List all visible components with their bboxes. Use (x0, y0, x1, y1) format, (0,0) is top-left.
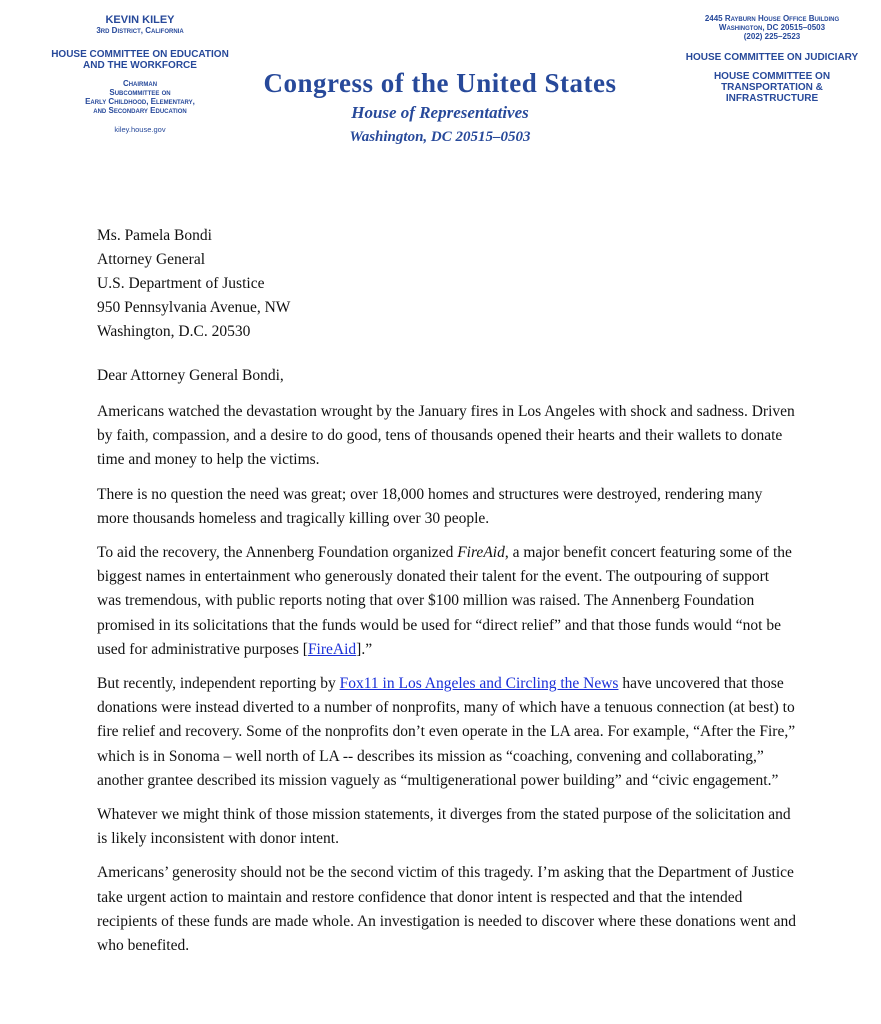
fireaid-italic: FireAid (457, 544, 505, 562)
committee-line: INFRASTRUCTURE (725, 93, 819, 104)
office-address-line: 2445 Rayburn House Office Building (704, 14, 840, 23)
committee-line: HOUSE COMMITTEE ON EDUCATION (51, 49, 229, 60)
committee-line: AND THE WORKFORCE (83, 60, 197, 71)
paragraph: Americans’ generosity should not be the second victim of this tragedy. I’m asking that the Department of Justice take urgent action to maintain and restore confidence that donor intent is respected and that the intended recipients of these funds are made whole. An investigation is needed to discover where these donations went and who benefited. (97, 864, 797, 955)
recipient-line: U.S. Department of Justice (97, 275, 265, 292)
role-line: Chairman (122, 79, 158, 88)
text: ].” (356, 640, 373, 658)
text: have uncovered that those donations were instead diverted to a number of nonprofits, many of which have a tenuous connection (at best) to fire relief and recovery. Some of the nonprofits don’t even operate in the LA area. For example, “After the Fire,” which is in Sonoma – well north of LA -- describes its mission as “coaching, convening and collaborating,” another grantee described its mission vaguely as “multigenerational power building” and “civic engagement.” (97, 675, 796, 789)
letterhead-center (250, 66, 630, 149)
fireaid-link[interactable]: FireAid (307, 640, 357, 658)
text: But recently, independent reporting by (97, 675, 340, 693)
member-name: KEVIN KILEY (105, 14, 175, 26)
website: kiley.house.gov (114, 125, 166, 134)
office-address-line: Washington, DC 20515–0503 (718, 23, 826, 32)
committee-line: HOUSE COMMITTEE ON (713, 71, 831, 82)
congress-title: Congress of the United States (263, 68, 617, 98)
committee-line: TRANSPORTATION & (721, 82, 823, 93)
role-line: Subcommittee on (109, 88, 171, 97)
house-title: House of Representatives (351, 103, 529, 122)
paragraph: Whatever we might think of those mission statements, it diverges from the stated purpose of the solicitation and is likely inconsistent with donor intent. (97, 806, 791, 848)
letter-body (97, 400, 797, 968)
text: , a major benefit concert featuring some of the biggest names in entertainment who generously donated their talent for the event. The outpouring of support was tremendous, with public reports noting that over $100 million was raised. The Annenberg Foundation promised in its solicitations that the funds would be used for “direct relief” and that those funds would “not be used for administrative purposes [ (97, 544, 792, 658)
recipient-line: Washington, D.C. 20530 (97, 323, 251, 340)
committee-line: HOUSE COMMITTEE ON JUDICIARY (685, 52, 859, 63)
member-district: 3rd District, California (96, 26, 184, 35)
city-line: Washington, DC 20515–0503 (349, 129, 531, 145)
paragraph: There is no question the need was great; over 18,000 homes and structures were destroyed, rendering many more thousands homeless and tragically killing over 30 people. (97, 485, 763, 527)
salutation: Dear Attorney General Bondi, (97, 367, 284, 384)
letterhead-right (672, 14, 872, 104)
role-line: and Secondary Education (93, 106, 187, 115)
text: To aid the recovery, the Annenberg Foundation organized (97, 544, 458, 562)
recipient-line: Attorney General (97, 251, 206, 268)
recipient-line: 950 Pennsylvania Avenue, NW (97, 299, 291, 316)
paragraph: Americans watched the devastation wrought by the January fires in Los Angeles with shock and sadness. Driven by faith, compassion, and a desire to do good, tens of thousands opened their hearts and their wallets to donate time and money to help the victims. (97, 403, 795, 469)
paragraph (97, 672, 797, 793)
letterhead-left (40, 14, 240, 134)
paragraph (97, 541, 797, 662)
news-report-link[interactable]: Fox11 in Los Angeles and Circling the News (339, 675, 619, 693)
office-phone: (202) 225–2523 (743, 32, 801, 41)
recipient-address (97, 224, 290, 344)
recipient-line: Ms. Pamela Bondi (97, 227, 212, 244)
role-line: Early Childhood, Elementary, (85, 97, 195, 106)
